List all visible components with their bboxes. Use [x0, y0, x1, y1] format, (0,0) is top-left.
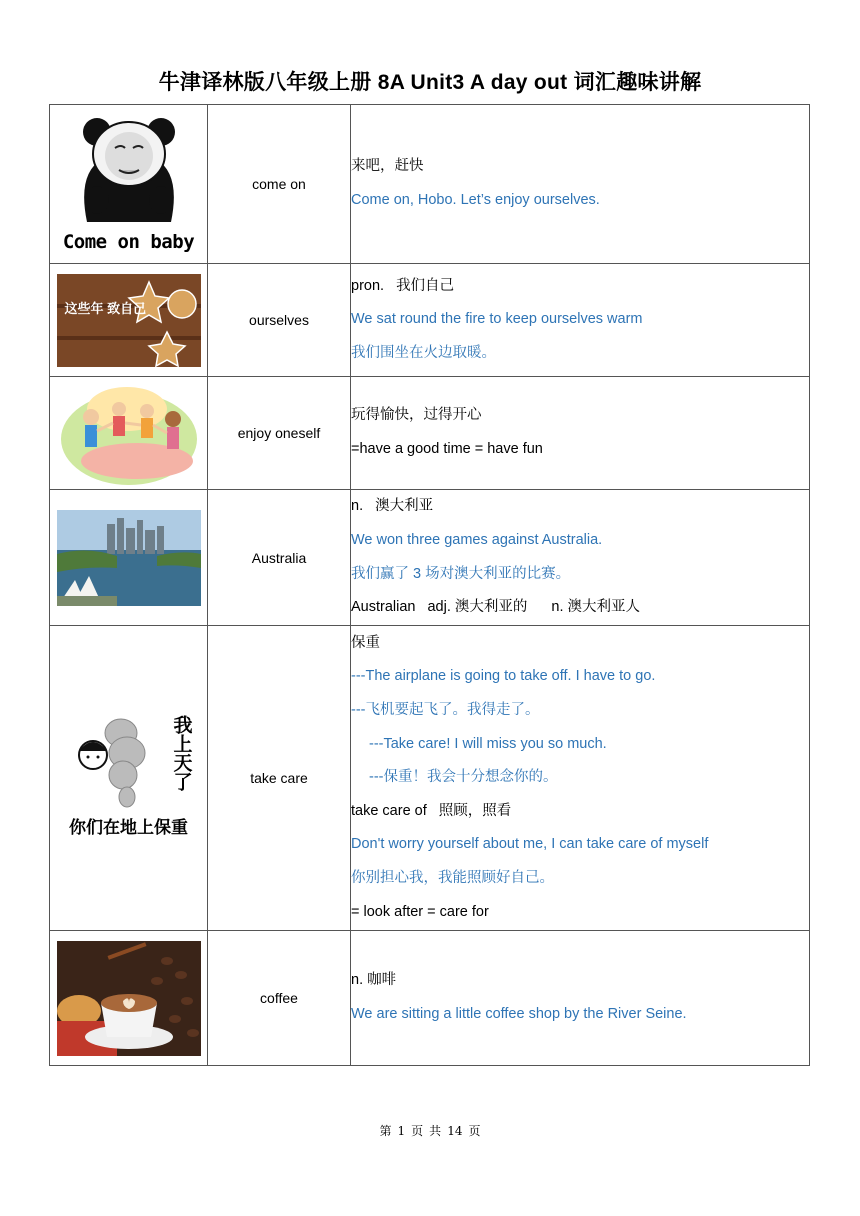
word-cell: Australia [208, 490, 351, 626]
image-cell [50, 490, 208, 626]
image-caption: Come on baby [62, 231, 195, 253]
table-row [50, 264, 810, 377]
page-title: 牛津译林版八年级上册 8A Unit3 A day out 词汇趣味讲解 [158, 71, 702, 94]
synonym-text: =have a good time = have fun [351, 441, 543, 457]
definition-text: n. 咖啡 [351, 972, 397, 989]
definition-cell [351, 264, 810, 377]
example-translation: ---保重！我会十分想念你的。 [369, 769, 558, 786]
example-sentence: Don't worry yourself about me, I can take care of myself [351, 836, 709, 853]
definition-text: 澳大利亚 [375, 498, 434, 515]
definition-text: 来吧，赶快 [351, 158, 424, 174]
example-sentence: ---Take care! I will miss you so much. [369, 735, 607, 752]
example-sentence: We sat round the fire to keep ourselves warm [351, 311, 643, 328]
example-translation: 你别担心我，我能照顾好自己。 [351, 869, 554, 886]
word-cell: come on [208, 105, 351, 264]
vocabulary-table [49, 104, 810, 1066]
example-sentence: We are sitting a little coffee shop by the River Seine. [351, 1006, 687, 1022]
example-translation: 我们围坐在火边取暖。 [351, 344, 496, 361]
page-number: 1 [397, 1124, 406, 1138]
part-of-speech: n. [351, 498, 364, 515]
image-cell [50, 931, 208, 1066]
definition-cell [351, 931, 810, 1066]
coffee-photo-icon [57, 941, 201, 1056]
phrase: take care of [351, 802, 427, 819]
table-row [50, 931, 810, 1066]
example-translation: 我们赢了 3 场对澳大利亚的比赛。 [351, 565, 571, 582]
definition-cell [351, 105, 810, 264]
word-cell: enjoy oneself [208, 377, 351, 490]
example-sentence: Come on, Hobo. Let’s enjoy ourselves. [351, 191, 600, 208]
part-of-speech: pron. [351, 277, 385, 294]
kids-playing-icon [57, 379, 201, 487]
image-cell [50, 377, 208, 490]
table-row [50, 377, 810, 490]
phrase-meaning: 照顾，照看 [438, 802, 512, 819]
definition-text: 玩得愉快，过得开心 [351, 407, 482, 424]
image-cell [50, 105, 208, 264]
definition-text: 我们自己 [396, 277, 455, 294]
table-row [50, 626, 810, 931]
definition-cell: n. 澳大利亚 We won three games against Australia. 我们赢了 3 场对澳大利亚的比赛。 Australian adj. 澳大利亚的 n. 澳大利亚人 [351, 490, 810, 626]
side-caption: 我上天了 [170, 715, 192, 791]
synonym-text: = look after = care for [351, 903, 489, 920]
table-row [50, 105, 810, 264]
cookies-photo-icon [57, 274, 201, 367]
image-caption: 你们在地上保重 [69, 818, 188, 837]
table-row [50, 490, 810, 626]
sydney-photo-icon [57, 510, 201, 606]
definition-cell [351, 626, 810, 931]
related-word: Australian [351, 599, 416, 616]
word-cell: coffee [208, 931, 351, 1066]
word-cell: ourselves [208, 264, 351, 377]
example-translation: ---飞机要起飞了。我得走了。 [351, 702, 540, 719]
page-total: 14 [447, 1124, 463, 1138]
rocket-meme-icon [57, 713, 201, 843]
image-caption: 这些年 致自己 [64, 300, 147, 316]
page-footer: 第 1 页 共 14 页 [379, 1124, 481, 1138]
image-cell [50, 264, 208, 377]
word-cell: take care [208, 626, 351, 931]
definition-text: 保重 [351, 634, 380, 651]
example-sentence: ---The airplane is going to take off. I have to go. [351, 668, 656, 685]
panda-meme-icon [57, 114, 201, 254]
definition-cell [351, 377, 810, 490]
example-sentence: We won three games against Australia. [351, 531, 603, 548]
image-cell [50, 626, 208, 931]
